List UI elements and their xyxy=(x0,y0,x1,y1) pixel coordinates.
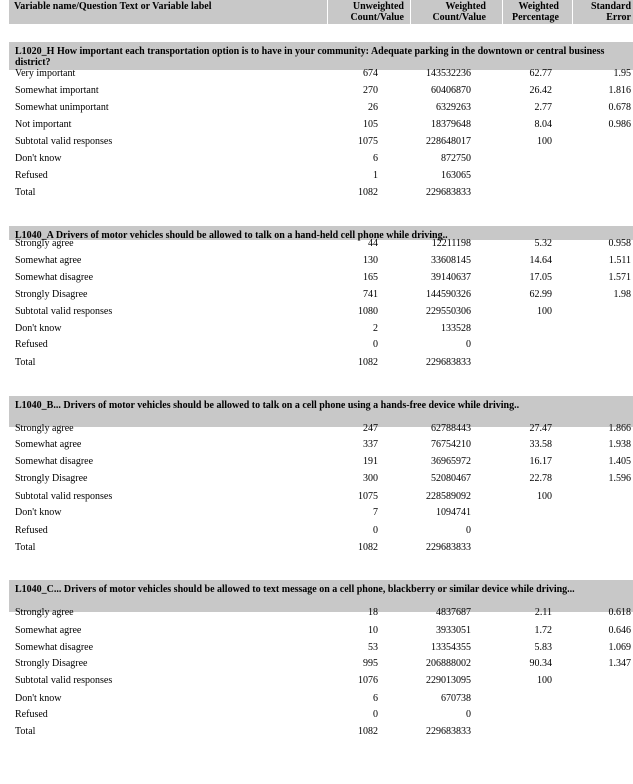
unweighted-count: 6 xyxy=(373,693,378,704)
table-row xyxy=(9,67,633,81)
table-row xyxy=(9,152,633,166)
response-label: Somewhat important xyxy=(15,85,99,96)
weighted-count: 1094741 xyxy=(436,507,471,518)
table-row xyxy=(9,271,633,285)
table-row xyxy=(9,169,633,183)
weighted-count: 18379648 xyxy=(431,119,471,130)
table-header xyxy=(9,0,633,24)
unweighted-count: 1082 xyxy=(358,357,378,368)
weighted-percentage: 62.77 xyxy=(529,68,552,79)
response-label: Don't know xyxy=(15,323,62,334)
unweighted-count: 995 xyxy=(363,658,378,669)
table-row xyxy=(9,237,633,251)
weighted-count: 0 xyxy=(466,339,471,350)
weighted-count: 39140637 xyxy=(431,272,471,283)
table-row xyxy=(9,472,633,486)
unweighted-count: 105 xyxy=(363,119,378,130)
unweighted-count: 0 xyxy=(373,709,378,720)
unweighted-count: 165 xyxy=(363,272,378,283)
weighted-count: 229550306 xyxy=(426,306,471,317)
weighted-count: 6329263 xyxy=(436,102,471,113)
question-title: L1040_A Drivers of motor vehicles should be allowed to talk on a hand-held cell phone while driving.. xyxy=(15,230,448,241)
weighted-count: 33608145 xyxy=(431,255,471,266)
table-row xyxy=(9,84,633,98)
response-label: Total xyxy=(15,187,36,198)
table-row xyxy=(9,657,633,671)
table-row xyxy=(9,356,633,370)
table-row xyxy=(9,541,633,555)
question-title: L1020_H How important each transportation option is to have in your community: Adequate parking in the downtown or central business district? xyxy=(15,46,605,68)
response-label: Refused xyxy=(15,170,48,181)
question-header xyxy=(9,42,633,70)
weighted-percentage: 33.58 xyxy=(529,439,552,450)
unweighted-count: 2 xyxy=(373,323,378,334)
unweighted-count: 53 xyxy=(368,642,378,653)
weighted-count: 229013095 xyxy=(426,675,471,686)
response-label: Refused xyxy=(15,709,48,720)
standard-error: 0.678 xyxy=(608,102,631,113)
standard-error: 1.938 xyxy=(608,439,631,450)
weighted-percentage: 16.17 xyxy=(529,456,552,467)
response-label: Don't know xyxy=(15,693,62,704)
weighted-count: 52080467 xyxy=(431,473,471,484)
standard-error: 1.511 xyxy=(608,255,631,266)
weighted-count: 228648017 xyxy=(426,136,471,147)
weighted-count: 206888002 xyxy=(426,658,471,669)
standard-error: 0.618 xyxy=(608,607,631,618)
header-weighted-percentage: Weighted Percentage xyxy=(511,1,559,23)
standard-error: 1.95 xyxy=(613,68,631,79)
unweighted-count: 7 xyxy=(373,507,378,518)
response-label: Very important xyxy=(15,68,76,79)
unweighted-count: 0 xyxy=(373,525,378,536)
weighted-percentage: 100 xyxy=(537,136,552,147)
table-row xyxy=(9,186,633,200)
weighted-count: 229683833 xyxy=(426,542,471,553)
response-label: Strongly Disagree xyxy=(15,473,88,484)
table-row xyxy=(9,135,633,149)
weighted-count: 0 xyxy=(466,709,471,720)
table-row xyxy=(9,101,633,115)
response-label: Strongly agree xyxy=(15,238,74,249)
table-row xyxy=(9,322,633,336)
response-label: Strongly agree xyxy=(15,423,74,434)
table-row xyxy=(9,506,633,520)
weighted-percentage: 62.99 xyxy=(529,289,552,300)
weighted-percentage: 26.42 xyxy=(529,85,552,96)
weighted-percentage: 27.47 xyxy=(529,423,552,434)
unweighted-count: 247 xyxy=(363,423,378,434)
weighted-percentage: 1.72 xyxy=(534,625,552,636)
header-unweighted-count: Unweighted Count/Value xyxy=(350,1,404,23)
unweighted-count: 191 xyxy=(363,456,378,467)
standard-error: 1.866 xyxy=(608,423,631,434)
weighted-count: 228589092 xyxy=(426,491,471,502)
standard-error: 1.596 xyxy=(608,473,631,484)
response-label: Refused xyxy=(15,339,48,350)
unweighted-count: 1076 xyxy=(358,675,378,686)
weighted-count: 62788443 xyxy=(431,423,471,434)
table-row xyxy=(9,692,633,706)
weighted-count: 0 xyxy=(466,525,471,536)
header-standard-error: Standard Error xyxy=(590,1,631,23)
unweighted-count: 741 xyxy=(363,289,378,300)
weighted-percentage: 100 xyxy=(537,675,552,686)
table-row xyxy=(9,641,633,655)
weighted-percentage: 100 xyxy=(537,306,552,317)
standard-error: 1.98 xyxy=(613,289,631,300)
weighted-count: 229683833 xyxy=(426,726,471,737)
standard-error: 0.646 xyxy=(608,625,631,636)
response-label: Subtotal valid responses xyxy=(15,136,113,147)
unweighted-count: 337 xyxy=(363,439,378,450)
standard-error: 1.816 xyxy=(608,85,631,96)
response-label: Subtotal valid responses xyxy=(15,306,113,317)
standard-error: 1.405 xyxy=(608,456,631,467)
weighted-count: 229683833 xyxy=(426,357,471,368)
unweighted-count: 270 xyxy=(363,85,378,96)
weighted-count: 3933051 xyxy=(436,625,471,636)
table-row xyxy=(9,288,633,302)
table-row xyxy=(9,606,633,620)
unweighted-count: 1 xyxy=(373,170,378,181)
response-label: Somewhat agree xyxy=(15,439,82,450)
weighted-count: 76754210 xyxy=(431,439,471,450)
standard-error: 0.958 xyxy=(608,238,631,249)
weighted-percentage: 2.77 xyxy=(534,102,552,113)
weighted-count: 670738 xyxy=(441,693,471,704)
weighted-count: 13354355 xyxy=(431,642,471,653)
weighted-count: 163065 xyxy=(441,170,471,181)
response-label: Subtotal valid responses xyxy=(15,491,113,502)
weighted-percentage: 2.11 xyxy=(534,607,552,618)
response-label: Subtotal valid responses xyxy=(15,675,113,686)
weighted-percentage: 5.83 xyxy=(534,642,552,653)
weighted-count: 36965972 xyxy=(431,456,471,467)
weighted-count: 60406870 xyxy=(431,85,471,96)
unweighted-count: 0 xyxy=(373,339,378,350)
response-label: Somewhat agree xyxy=(15,625,82,636)
response-label: Refused xyxy=(15,525,48,536)
table-row xyxy=(9,438,633,452)
standard-error: 1.571 xyxy=(608,272,631,283)
response-label: Somewhat disagree xyxy=(15,456,94,467)
response-label: Strongly agree xyxy=(15,607,74,618)
response-label: Don't know xyxy=(15,507,62,518)
unweighted-count: 1082 xyxy=(358,187,378,198)
weighted-percentage: 90.34 xyxy=(529,658,552,669)
standard-error: 1.347 xyxy=(608,658,631,669)
unweighted-count: 1082 xyxy=(358,726,378,737)
standard-error: 1.069 xyxy=(608,642,631,653)
response-label: Somewhat agree xyxy=(15,255,82,266)
table-row xyxy=(9,455,633,469)
unweighted-count: 1075 xyxy=(358,136,378,147)
response-label: Somewhat disagree xyxy=(15,642,94,653)
response-label: Somewhat unimportant xyxy=(15,102,109,113)
table-row xyxy=(9,708,633,722)
weighted-percentage: 22.78 xyxy=(529,473,552,484)
question-title: L1040_C... Drivers of motor vehicles should be allowed to text message on a cell phone, blackberry or similar device while driving... xyxy=(15,584,575,595)
weighted-percentage: 100 xyxy=(537,491,552,502)
weighted-count: 143532236 xyxy=(426,68,471,79)
response-label: Not important xyxy=(15,119,72,130)
response-label: Don't know xyxy=(15,153,62,164)
weighted-percentage: 17.05 xyxy=(529,272,552,283)
weighted-count: 12211198 xyxy=(431,238,471,249)
table-row xyxy=(9,422,633,436)
weighted-percentage: 14.64 xyxy=(529,255,552,266)
unweighted-count: 300 xyxy=(363,473,378,484)
unweighted-count: 674 xyxy=(363,68,378,79)
table-row xyxy=(9,305,633,319)
response-label: Total xyxy=(15,726,36,737)
table-row xyxy=(9,254,633,268)
table-row xyxy=(9,624,633,638)
table-row xyxy=(9,524,633,538)
unweighted-count: 26 xyxy=(368,102,378,113)
header-weighted-count: Weighted Count/Value xyxy=(432,1,486,23)
weighted-count: 4837687 xyxy=(436,607,471,618)
unweighted-count: 44 xyxy=(368,238,378,249)
table-row xyxy=(9,338,633,352)
weighted-percentage: 8.04 xyxy=(534,119,552,130)
weighted-percentage: 5.32 xyxy=(534,238,552,249)
unweighted-count: 10 xyxy=(368,625,378,636)
table-row xyxy=(9,674,633,688)
table-row xyxy=(9,490,633,504)
response-label: Total xyxy=(15,357,36,368)
weighted-count: 229683833 xyxy=(426,187,471,198)
response-label: Somewhat disagree xyxy=(15,272,94,283)
response-label: Strongly Disagree xyxy=(15,658,88,669)
unweighted-count: 1080 xyxy=(358,306,378,317)
standard-error: 0.986 xyxy=(608,119,631,130)
weighted-count: 872750 xyxy=(441,153,471,164)
table-row xyxy=(9,118,633,132)
unweighted-count: 1075 xyxy=(358,491,378,502)
unweighted-count: 130 xyxy=(363,255,378,266)
response-label: Strongly Disagree xyxy=(15,289,88,300)
unweighted-count: 6 xyxy=(373,153,378,164)
table-row xyxy=(9,725,633,739)
unweighted-count: 18 xyxy=(368,607,378,618)
header-variable-label: Variable name/Question Text or Variable label xyxy=(14,1,212,12)
weighted-count: 144590326 xyxy=(426,289,471,300)
question-title: L1040_B... Drivers of motor vehicles should be allowed to talk on a cell phone using a hands-free device while driving.. xyxy=(15,400,520,411)
weighted-count: 133528 xyxy=(441,323,471,334)
response-label: Total xyxy=(15,542,36,553)
unweighted-count: 1082 xyxy=(358,542,378,553)
